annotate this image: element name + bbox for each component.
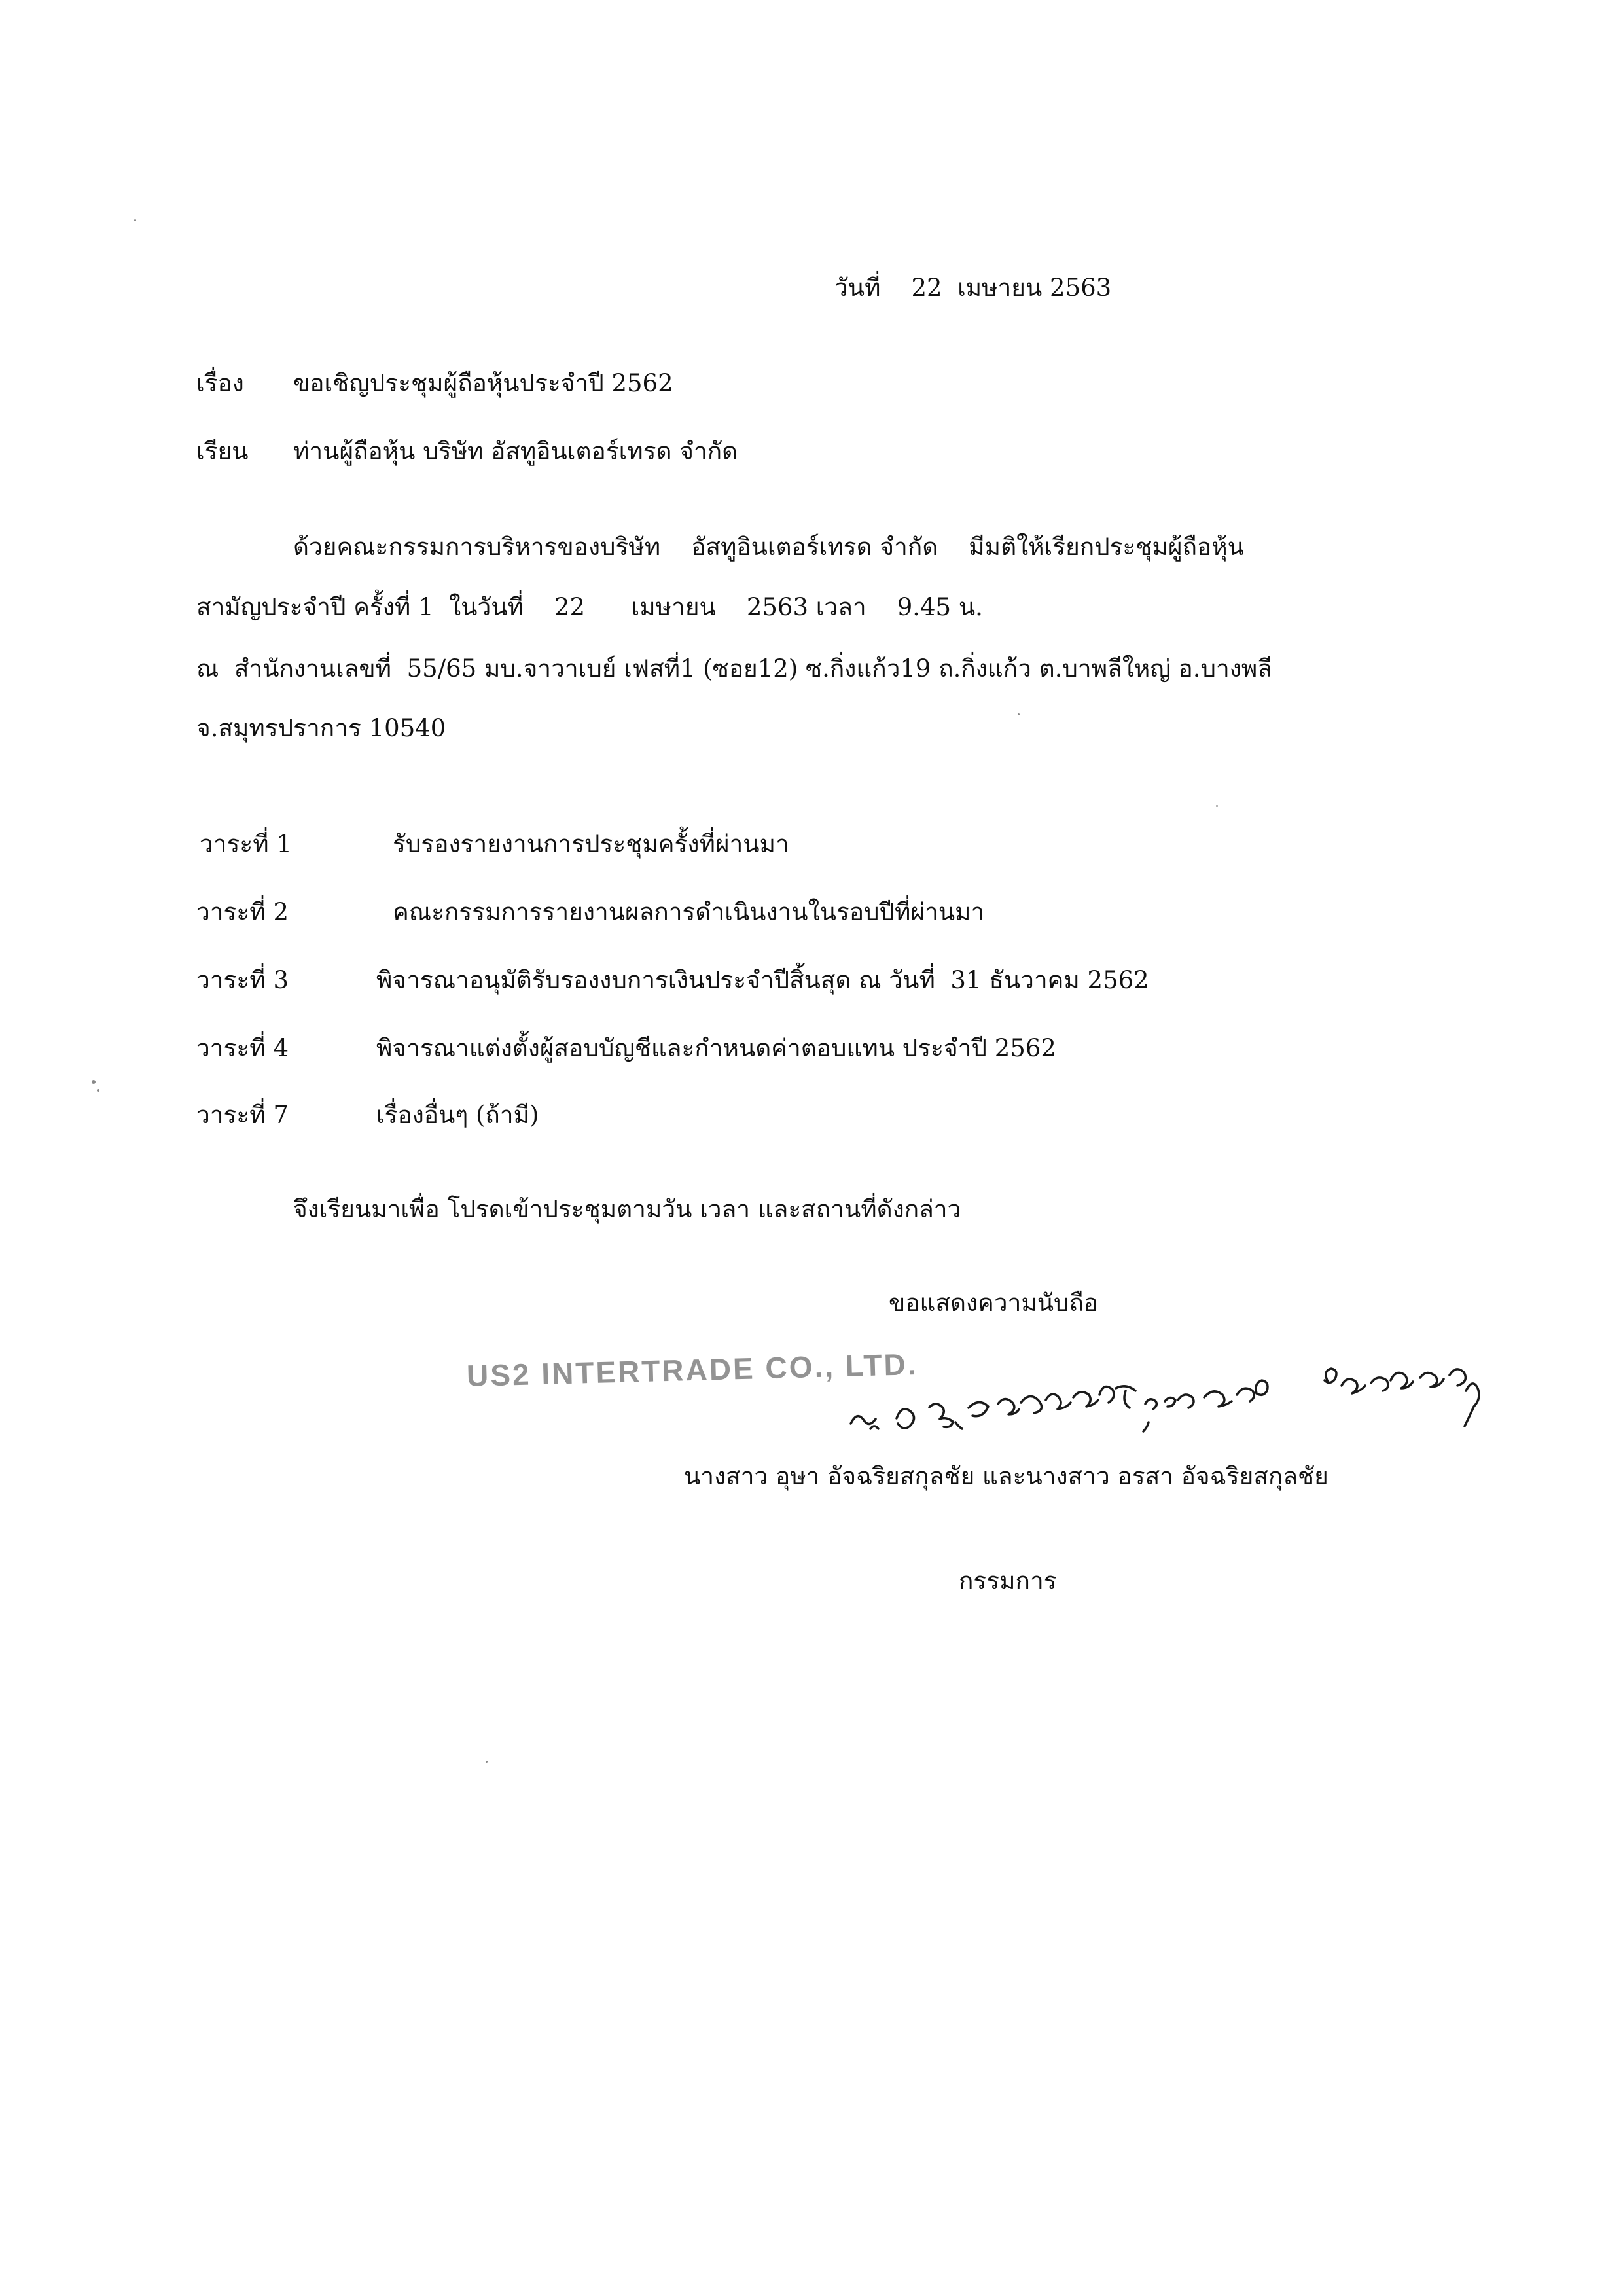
subject-text: ขอเชิญประชุมผู้ถือหุ้นประจำปี 2562 (293, 369, 673, 397)
body-line-4: จ.สมุทรปราการ 10540 (196, 714, 446, 742)
signatory-name: นางสาว อุษา อัจฉริยสกุลชัย และนางสาว อรสา อัจฉริยสกุลชัย (684, 1462, 1329, 1490)
subject-label: เรื่อง (196, 369, 244, 397)
agenda-text: รับรองรายงานการประชุมครั้งที่ผ่านมา (393, 830, 789, 858)
company-stamp (455, 1346, 919, 1398)
to-label: เรียน (196, 437, 249, 465)
signatory-position: กรรมการ (959, 1567, 1057, 1595)
agenda-text: คณะกรรมการรายงานผลการดำเนินงานในรอบปีที่ผ่านมา (393, 898, 985, 926)
company-stamp-text: US2 INTERTRADE CO., LTD. (466, 1346, 919, 1393)
agenda-number: วาระที่ 2 (196, 898, 289, 926)
body-line-1: ด้วยคณะกรรมการบริหารของบริษัท อัสทูอินเตอร์เทรด จำกัด มีมติให้เรียกประชุมผู้ถือหุ้น (293, 533, 1244, 561)
agenda-text: พิจารณาอนุมัติรับรองงบการเงินประจำปีสิ้นสุด ณ วันที่ 31 ธันวาคม 2562 (376, 966, 1149, 994)
agenda-number: วาระที่ 7 (196, 1101, 289, 1129)
scan-speck (92, 1080, 96, 1084)
scan-speck (134, 219, 136, 221)
agenda-number: วาระที่ 3 (196, 966, 289, 994)
scan-speck (486, 1761, 488, 1763)
agenda-number: วาระที่ 4 (196, 1034, 289, 1062)
scan-speck (1018, 713, 1020, 715)
to-text: ท่านผู้ถือหุ้น บริษัท อัสทูอินเตอร์เทรด จำกัด (293, 437, 738, 465)
body-line-3: ณ สำนักงานเลขที่ 55/65 มบ.จาวาเบย์ เฟสที่1 (ซอย12) ซ.กิ่งแก้ว19 ถ.กิ่งแก้ว ต.บาพลีใหญ่ อ.บางพลี (196, 655, 1272, 683)
regards-line: ขอแสดงความนับถือ (889, 1289, 1099, 1317)
scan-speck (1216, 805, 1218, 807)
agenda-number: วาระที่ 1 (200, 830, 292, 858)
closing-line: จึงเรียนมาเพื่อ โปรดเข้าประชุมตามวัน เวลา และสถานที่ดังกล่าว (293, 1195, 961, 1223)
agenda-text: พิจารณาแต่งตั้งผู้สอบบัญชีและกำหนดค่าตอบแทน ประจำปี 2562 (376, 1034, 1056, 1062)
body-line-2: สามัญประจำปี ครั้งที่ 1 ในวันที่ 22 เมษายน 2563 เวลา 9.45 น. (196, 593, 983, 621)
handwritten-signature (838, 1345, 1505, 1443)
agenda-text: เรื่องอื่นๆ (ถ้ามี) (376, 1101, 539, 1129)
date-line: วันที่ 22 เมษายน 2563 (834, 274, 1112, 302)
scan-speck (97, 1089, 99, 1092)
